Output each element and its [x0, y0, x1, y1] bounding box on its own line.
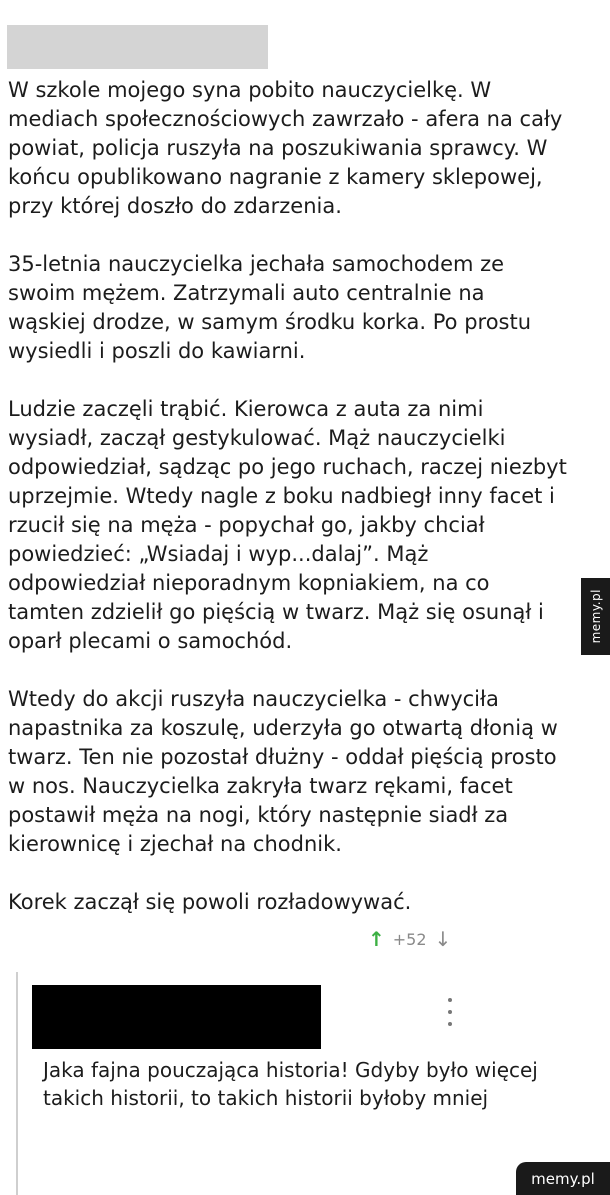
redacted-author-box — [7, 25, 268, 69]
more-vertical-icon[interactable] — [440, 998, 460, 1026]
comment-text: Jaka fajna pouczająca historia! Gdyby było więcej takich historii, to takich historii byłoby mniej — [43, 1058, 538, 1110]
post-body — [8, 76, 568, 946]
upvote-arrow-icon[interactable]: ↑ — [368, 927, 385, 951]
post-paragraph: Korek zaczął się powoli rozładowywać. — [8, 890, 412, 914]
post-paragraph: 35-letnia nauczycielka jechała samochodem ze swoim mężem. Zatrzymali auto centralnie na wąskiej drodze, w samym środku korka. Po prostu wysiedli i poszli do kawiarni. — [8, 252, 532, 363]
corner-watermark-logo — [516, 1162, 610, 1195]
downvote-arrow-icon[interactable]: ↓ — [434, 927, 452, 951]
post-paragraph: Ludzie zaczęli trąbić. Kierowca z auta za nimi wysiadł, zaczął gestykulować. Mąż nauczycielki odpowiedział, sądząc po jego ruchach, raczej niezbyt uprzejmie. Wtedy nagle z boku nadbiegł inny facet i rzucił się na męża - popychał go, jakby chciał powiedzieć: „Wsiadaj i wyp...dalaj”. Mąż odpowiedział nieporadnym kopniakiem, na co tamten zdzielił go pięścią w twarz. Mąż się osunął i oparł plecami o samochód. — [8, 397, 567, 653]
post-paragraph: W szkole mojego syna pobito nauczycielkę. W mediach społecznościowych zawrzało - afera na cały powiat, policja ruszyła na poszukiwania sprawcy. W końcu opublikowano nagranie z kamery sklepowej, przy której doszło do zdarzenia. — [8, 78, 563, 218]
reply-thread-line — [16, 972, 18, 1195]
vote-score: +52 — [392, 929, 427, 949]
post-paragraph: Wtedy do akcji ruszyła nauczycielka - chwyciła napastnika za koszulę, uderzyła go otwartą dłonią w twarz. Ten nie pozostał dłużny - oddał pięścią prosto w nos. Nauczycielka zakryła twarz rękami, facet postawił męża na nogi, który następnie siadł za kierownicę i zjechał na chodnik. — [8, 687, 558, 856]
redacted-commenter-box — [32, 985, 321, 1049]
vote-bar — [368, 926, 451, 952]
corner-watermark-text: memy.pl — [531, 1169, 595, 1188]
side-watermark-logo — [581, 578, 610, 655]
side-watermark-text: memy.pl — [588, 589, 603, 644]
